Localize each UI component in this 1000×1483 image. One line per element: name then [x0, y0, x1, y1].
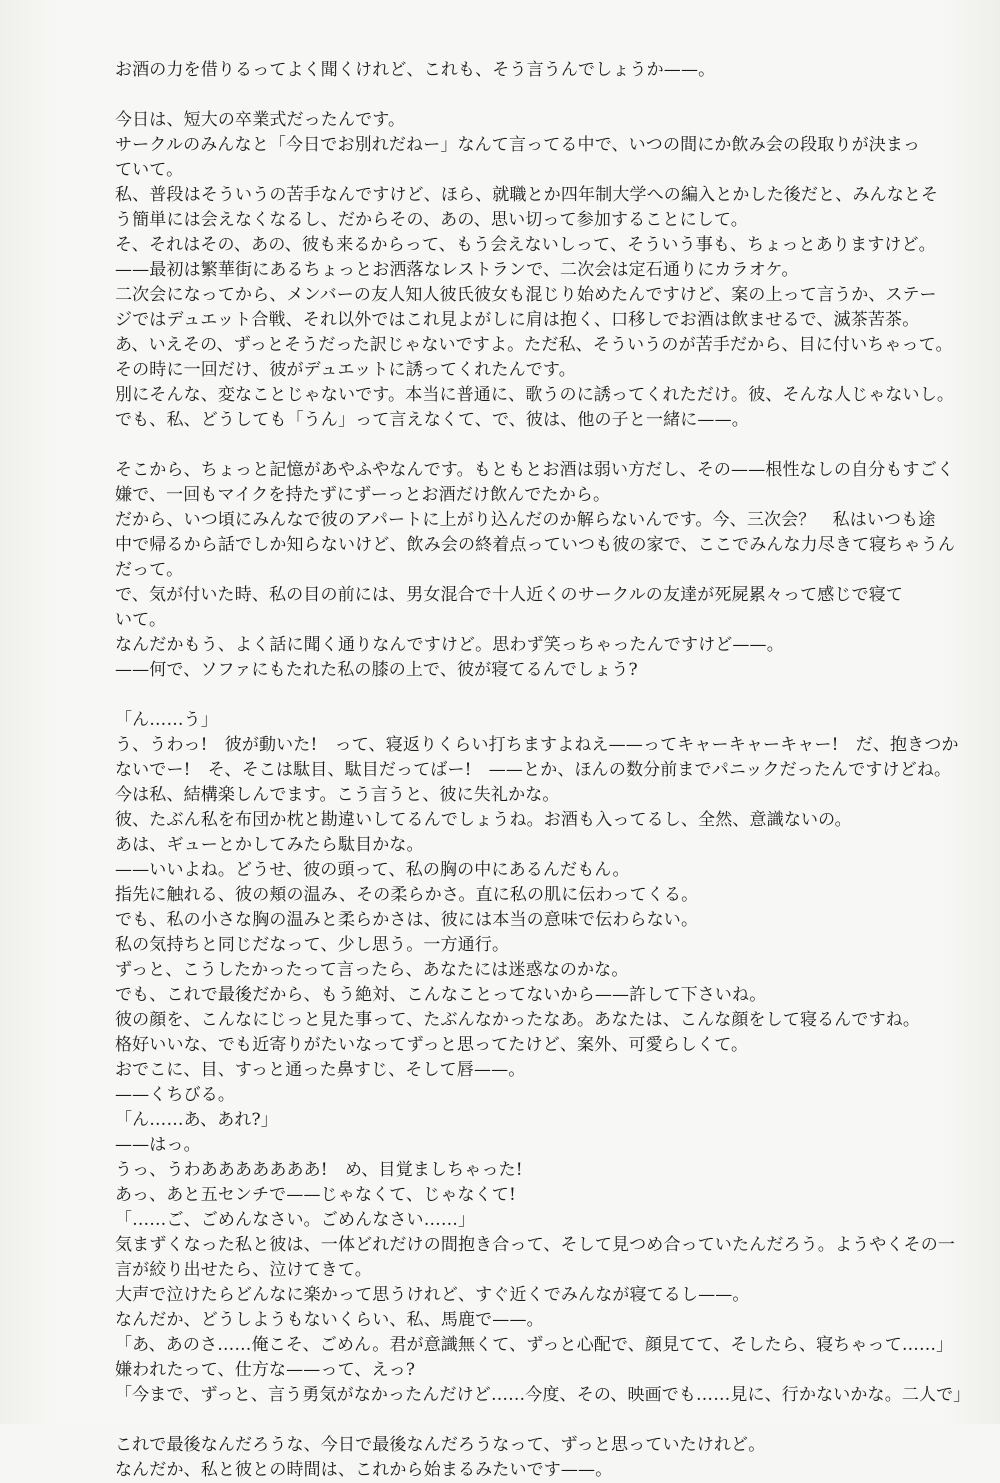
story-line: あは、ギューとかしてみたら駄目かな。	[115, 835, 424, 855]
story-line: 嫌われたって、仕方な——って、えっ?	[115, 1360, 416, 1380]
story-line: うっ、うわあああああああ! め、目覚ましちゃった!	[115, 1160, 523, 1180]
story-line: そ、それはその、あの、彼も来るからって、もう会えないしって、そういう事も、ちょっとありますけど。	[115, 235, 936, 255]
story-line: 私、普段はそういうの苦手なんですけど、ほら、就職とか四年制大学への編入とかした後だと、みんなとそ	[115, 185, 939, 205]
story-line: 「ん……あ、あれ?」	[115, 1110, 278, 1130]
story-line: でも、これで最後だから、もう絶対、こんなことってないから——許して下さいね。	[115, 985, 767, 1005]
story-line: 指先に触れる、彼の頬の温み、その柔らかさ。直に私の肌に伝わってくる。	[115, 885, 699, 905]
story-line: 「ん……う」	[115, 710, 218, 730]
story-line: 「……ご、ごめんなさい。ごめんなさい……」	[115, 1210, 476, 1230]
story-line: そこから、ちょっと記憶があやふやなんです。もともとお酒は弱い方だし、その——根性なしの自分もすごく	[115, 460, 954, 480]
story-line: ——いいよね。どうせ、彼の頭って、私の胸の中にあるんだもん。	[115, 860, 630, 880]
story-line: 今日は、短大の卒業式だったんです。	[115, 110, 406, 130]
story-line: 中で帰るから話でしか知らないけど、飲み会の終着点っていつも彼の家で、ここでみんな力尽きて寝ちゃうん	[115, 535, 956, 555]
story-line: いて。	[115, 610, 167, 630]
story-line: う、うわっ! 彼が動いた! って、寝返りくらい打ちますよねえ——ってキャーキャーキャー! だ、抱きつか	[115, 735, 959, 755]
story-line: 今は私、結構楽しんでます。こう言うと、彼に失礼かな。	[115, 785, 560, 805]
story-line: でも、私、どうしても「うん」って言えなくて、で、彼は、他の子と一緒に——。	[115, 410, 749, 430]
story-line: う簡単には会えなくなるし、だからその、あの、思い切って参加することにして。	[115, 210, 748, 230]
story-line: ジではデュエット合戦、それ以外ではこれ見よがしに肩は抱く、口移しでお酒は飲ませるで、滅茶苦茶。	[115, 310, 920, 330]
story-line: なんだかもう、よく話に聞く通りなんですけど。思わず笑っちゃったんですけど——。	[115, 635, 784, 655]
story-line: ずっと、こうしたかったって言ったら、あなたには迷惑なのかな。	[115, 960, 629, 980]
story-line: ——最初は繁華街にあるちょっとお洒落なレストランで、二次会は定石通りにカラオケ。	[115, 260, 799, 280]
story-line: 言が絞り出せたら、泣けてきて。	[115, 1260, 372, 1280]
story-line: あ、いえその、ずっとそうだった訳じゃないですよ。ただ私、そういうのが苦手だから、目に付いちゃって。	[115, 335, 953, 355]
story-line: だって。	[115, 560, 184, 580]
story-line: 彼の顔を、こんなにじっと見た事って、たぶんなかったなあ。あなたは、こんな顔をして寝るんですね。	[115, 1010, 921, 1030]
story-line: なんだか、どうしようもないくらい、私、馬鹿で——。	[115, 1310, 544, 1330]
story-line: 気まずくなった私と彼は、一体どれだけの間抱き合って、そして見つめ合っていたんだろう。ようやくその一	[115, 1235, 956, 1255]
blank-line	[115, 83, 915, 108]
story-line: だから、いつ頃にみんなで彼のアパートに上がり込んだのか解らないんです。今、三次会？ 私はいつも途	[115, 510, 936, 530]
story-line: ——何で、ソファにもたれた私の膝の上で、彼が寝てるんでしょう?	[115, 660, 638, 680]
story-line: でも、私の小さな胸の温みと柔らかさは、彼には本当の意味で伝わらない。	[115, 910, 699, 930]
story-line: ていて。	[115, 160, 184, 180]
story-line: 嫌で、一回もマイクを持たずにずーっとお酒だけ飲んでたから。	[115, 485, 611, 505]
story-line: 別にそんな、変なことじゃないです。本当に普通に、歌うのに誘ってくれただけ。彼、そんな人じゃないし。	[115, 385, 954, 405]
blank-line	[115, 1408, 915, 1433]
story-line: 「今まで、ずっと、言う勇気がなかったんだけど……今度、その、映画でも……見に、行かないかな。二人で」	[115, 1385, 971, 1405]
story-text	[115, 58, 971, 1483]
story-line: 大声で泣けたらどんなに楽かって思うけれど、すぐ近くでみんなが寝てるし——。	[115, 1285, 750, 1305]
story-line: 彼、たぶん私を布団か枕と勘違いしてるんでしょうね。お酒も入ってるし、全然、意識ないの。	[115, 810, 852, 830]
blank-line	[115, 683, 915, 708]
story-line: ——くちびる。	[115, 1085, 236, 1105]
story-line: 二次会になってから、メンバーの友人知人彼氏彼女も混じり始めたんですけど、案の上って言うか、ステー	[115, 285, 937, 305]
story-line: これで最後なんだろうな、今日で最後なんだろうなって、ずっと思っていたけれど。	[115, 1435, 766, 1455]
story-line: 私の気持ちと同じだなって、少し思う。一方通行。	[115, 935, 510, 955]
story-line: サークルのみんなと「今日でお別れだねー」なんて言ってる中で、いつの間にか飲み会の段取りが決まっ	[115, 135, 921, 155]
story-line: その時に一回だけ、彼がデュエットに誘ってくれたんです。	[115, 360, 576, 380]
story-line: あっ、あと五センチで——じゃなくて、じゃなくて!	[115, 1185, 516, 1205]
story-line: 「あ、あのさ……俺こそ、ごめん。君が意識無くて、ずっと心配で、顔見てて、そしたら、寝ちゃって……」	[115, 1335, 954, 1355]
blank-line	[115, 433, 915, 458]
story-line: で、気が付いた時、私の目の前には、男女混合で十人近くのサークルの友達が死屍累々って感じで寝て	[115, 585, 904, 605]
story-line: なんだか、私と彼との時間は、これから始まるみたいです——。	[115, 1460, 613, 1480]
story-line: おでこに、目、すっと通った鼻すじ、そして唇——。	[115, 1060, 526, 1080]
story-line: 格好いいな、でも近寄りがたいなってずっと思ってたけど、案外、可愛らしくて。	[115, 1035, 749, 1055]
story-line: ——はっ。	[115, 1135, 201, 1155]
story-line: お酒の力を借りるってよく聞くけれど、これも、そう言うんでしょうか——。	[115, 60, 716, 80]
story-line: ないでー! そ、そこは駄目、駄目だってばー! ——とか、ほんの数分前までパニックだったんですけどね。	[115, 760, 952, 780]
